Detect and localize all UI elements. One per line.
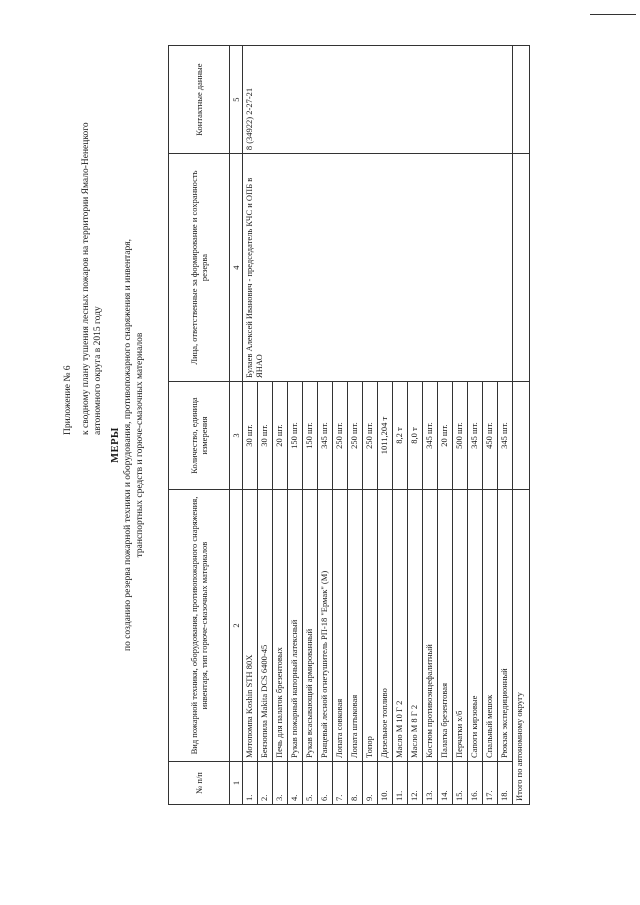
row-item: Рюкзак экспедиционный bbox=[498, 490, 513, 762]
row-number: 2. bbox=[258, 761, 273, 804]
row-quantity: 30 шт. bbox=[243, 381, 258, 489]
row-quantity: 20 шт. bbox=[273, 381, 288, 489]
row-quantity: 345 шт. bbox=[468, 381, 483, 489]
row-item: Сапоги кирзовые bbox=[468, 490, 483, 762]
row-number: 8. bbox=[348, 761, 363, 804]
row-item: Ранцевый лесной огнетушитель РП-18 "Ермак" (М) bbox=[318, 490, 333, 762]
row-quantity: 1011,204 т bbox=[378, 381, 393, 489]
column-number: 5 bbox=[230, 46, 243, 154]
row-item: Мотопомпа Koshin STH 80X bbox=[243, 490, 258, 762]
header-responsible: Лица, ответственные за формирование и сохранность резерва bbox=[169, 154, 230, 382]
row-item: Рукав всасывающий армированный bbox=[303, 490, 318, 762]
row-item: Перчатки х/б bbox=[453, 490, 468, 762]
heading-line-2: транспортных средств и горюче-смазочных материалов bbox=[135, 332, 145, 558]
row-number: 12. bbox=[408, 761, 423, 804]
row-item: Рукав пожарный напорный латексный bbox=[288, 490, 303, 762]
row-quantity: 150 шт. bbox=[288, 381, 303, 489]
responsible-person: Булаев Алексей Иванович - председатель КЧС и ОПБ в ЯНАО bbox=[243, 154, 513, 382]
table-body bbox=[243, 46, 530, 805]
row-number: 13. bbox=[423, 761, 438, 804]
row-number: 5. bbox=[303, 761, 318, 804]
row-item: Лопата совковая bbox=[333, 490, 348, 762]
header-contact: Контактные данные bbox=[169, 46, 230, 154]
row-quantity: 345 шт. bbox=[318, 381, 333, 489]
total-row bbox=[513, 46, 530, 805]
column-number: 4 bbox=[230, 154, 243, 382]
row-number: 16. bbox=[468, 761, 483, 804]
row-number: 9. bbox=[363, 761, 378, 804]
row-item: Палатка брезентовая bbox=[438, 490, 453, 762]
row-number: 4. bbox=[288, 761, 303, 804]
row-number: 15. bbox=[453, 761, 468, 804]
row-quantity: 500 шт. bbox=[453, 381, 468, 489]
row-quantity: 250 шт. bbox=[348, 381, 363, 489]
row-number: 3. bbox=[273, 761, 288, 804]
row-number: 14. bbox=[438, 761, 453, 804]
column-number: 3 bbox=[230, 381, 243, 489]
reserve-table bbox=[168, 45, 530, 805]
row-item: Масло М 8 Г 2 bbox=[408, 490, 423, 762]
row-quantity: 345 шт. bbox=[498, 381, 513, 489]
row-quantity: 450 шт. bbox=[483, 381, 498, 489]
heading-main: МЕРЫ bbox=[110, 427, 121, 463]
header-row bbox=[169, 46, 230, 805]
row-number: 11. bbox=[393, 761, 408, 804]
row-quantity: 8,0 т bbox=[408, 381, 423, 489]
row-item: Лопата штыковая bbox=[348, 490, 363, 762]
document-heading bbox=[110, 165, 146, 725]
row-item: Масло М 10 Г 2 bbox=[393, 490, 408, 762]
row-quantity: 250 шт. bbox=[333, 381, 348, 489]
header-item: Вид пожарной техники, оборудования, противопожарного снаряжения, инвентаря, тип горюче-смазочных материалов bbox=[169, 490, 230, 762]
row-number: 18. bbox=[498, 761, 513, 804]
row-quantity: 150 шт. bbox=[303, 381, 318, 489]
row-item: Бензопила Makita DCS 6400-45 bbox=[258, 490, 273, 762]
total-contact bbox=[513, 46, 530, 154]
row-number: 1. bbox=[243, 761, 258, 804]
row-item: Печь для палаток брезентовых bbox=[273, 490, 288, 762]
column-number-row bbox=[230, 46, 243, 805]
row-number: 7. bbox=[333, 761, 348, 804]
header-quantity: Количество, единица измерения bbox=[169, 381, 230, 489]
contact-details: 8 (34922) 2-27-21 bbox=[243, 46, 513, 154]
row-quantity: 250 шт. bbox=[363, 381, 378, 489]
appendix-subtitle: к сводному плану тушения лесных пожаров на территории Ямало-Ненецкого автономного округа в 2015 году bbox=[81, 122, 103, 435]
row-number: 17. bbox=[483, 761, 498, 804]
header-number: № п/п bbox=[169, 761, 230, 804]
heading-line-1: по созданию резерва пожарной техники и оборудования, противопожарного снаряжения и инвентаря, bbox=[123, 238, 133, 652]
column-number: 1 bbox=[230, 761, 243, 804]
row-item: Костюм противоэнцефалитный bbox=[423, 490, 438, 762]
row-item: Топор bbox=[363, 490, 378, 762]
appendix-title: Приложение № 6 bbox=[63, 365, 73, 435]
row-quantity: 8,2 т bbox=[393, 381, 408, 489]
total-responsible bbox=[513, 154, 530, 382]
column-number: 2 bbox=[230, 490, 243, 762]
total-label: Итого по автономному округу bbox=[513, 490, 530, 805]
row-quantity: 30 шт. bbox=[258, 381, 273, 489]
row-item: Дизельное топливо bbox=[378, 490, 393, 762]
row-item: Спальный мешок bbox=[483, 490, 498, 762]
table-row bbox=[243, 46, 258, 805]
row-number: 6. bbox=[318, 761, 333, 804]
row-quantity: 345 шт. bbox=[423, 381, 438, 489]
row-quantity: 20 шт. bbox=[438, 381, 453, 489]
total-quantity bbox=[513, 381, 530, 489]
row-number: 10. bbox=[378, 761, 393, 804]
